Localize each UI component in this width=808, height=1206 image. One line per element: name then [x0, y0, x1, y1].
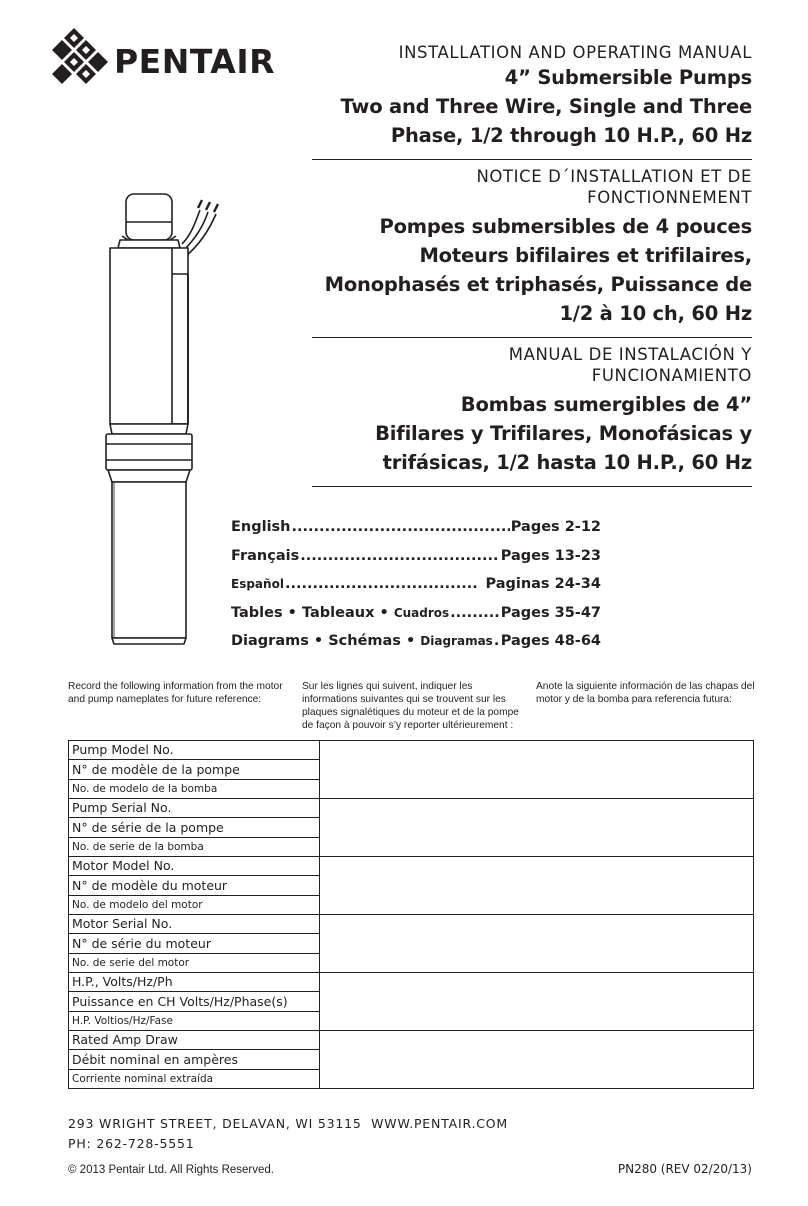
nameplate-label-fr: Puissance en CH Volts/Hz/Phase(s): [69, 991, 319, 1011]
toc-leader: [450, 605, 500, 621]
product-title-es-line-3: trifásicas, 1/2 hasta 10 H.P., 60 Hz: [382, 451, 752, 474]
toc-label-spanish: Diagramas: [420, 634, 493, 648]
nameplate-label-en: H.P., Volts/Hz/Ph: [72, 974, 173, 989]
product-title-en-line-3: Phase, 1/2 through 10 H.P., 60 Hz: [390, 124, 752, 147]
title-block: [312, 42, 752, 487]
nameplate-label-en: Rated Amp Draw: [72, 1032, 178, 1047]
product-title-fr-line-1: Pompes submersibles de 4 pouces: [379, 215, 752, 238]
nameplate-label-en: Pump Model No.: [72, 742, 174, 757]
nameplate-label-cell: [69, 799, 320, 857]
nameplate-label-fr: N° de modèle de la pompe: [69, 759, 319, 779]
nameplate-value-field[interactable]: [320, 741, 754, 799]
nameplate-label-es: Corriente nominal extraída: [69, 1069, 319, 1088]
part-number: PN280 (REV 02/20/13): [617, 1162, 752, 1176]
table-of-contents: [231, 519, 601, 662]
nameplate-value-field[interactable]: [320, 857, 754, 915]
nameplate-label-es: H.P. Voltios/Hz/Fase: [69, 1011, 319, 1030]
toc-entry-french: [231, 548, 601, 577]
nameplate-value-field[interactable]: [320, 915, 754, 973]
section-french: [312, 166, 752, 328]
nameplate-label-cell: [69, 741, 320, 799]
product-title-en-line-2: Two and Three Wire, Single and Three: [340, 95, 752, 118]
toc-entry-diagrams: [231, 633, 601, 662]
nameplate-value-field[interactable]: [320, 799, 754, 857]
toc-pages: Pages 48-64: [500, 633, 601, 649]
copyright: © 2013 Pentair Ltd. All Rights Reserved.: [68, 1164, 275, 1176]
toc-leader: [494, 633, 500, 649]
company-address-block: [68, 1114, 508, 1154]
toc-label-spanish: Cuadros: [393, 605, 450, 620]
nameplate-row: [69, 857, 754, 915]
product-title-fr-line-2: Moteurs bifilaires et trifilaires,: [419, 244, 752, 267]
toc-label: Español: [231, 577, 284, 591]
company-phone: PH: 262-728-5551: [68, 1136, 195, 1151]
nameplate-label-cell: [69, 1031, 320, 1089]
manual-heading-es-line-1: MANUAL DE INSTALACIÓN Y: [508, 345, 752, 364]
nameplate-label-cell: [69, 857, 320, 915]
toc-entry-english: [231, 519, 601, 548]
nameplate-label-es: No. de modelo de la bomba: [69, 779, 319, 798]
nameplate-label-es: No. de serie de la bomba: [69, 837, 319, 856]
pentair-wordmark: PENTAIR: [114, 42, 276, 81]
nameplate-label-es: No. de serie del motor: [69, 953, 319, 972]
toc-label: Français: [231, 547, 300, 564]
nameplate-row: [69, 799, 754, 857]
nameplate-label-fr: Débit nominal en ampères: [69, 1049, 319, 1069]
nameplate-row: [69, 741, 754, 799]
toc-entry-tables: [231, 605, 601, 634]
pentair-logo: [52, 26, 320, 90]
nameplate-row: [69, 915, 754, 973]
product-title-en-line-1: 4” Submersible Pumps: [504, 66, 752, 89]
divider: [312, 486, 752, 487]
submersible-pump-illustration: [96, 182, 236, 652]
product-title-fr-line-4: 1/2 à 10 ch, 60 Hz: [559, 302, 752, 325]
note-english: Record the following information from the motor and pump nameplates for future reference:: [68, 681, 283, 705]
section-english: [312, 42, 752, 150]
nameplate-label-fr: N° de série de la pompe: [69, 817, 319, 837]
product-title-es-line-1: Bombas sumergibles de 4”: [460, 393, 752, 416]
nameplate-row: [69, 973, 754, 1031]
nameplate-label-en: Motor Model No.: [72, 858, 175, 873]
toc-label: Diagrams • Schémas •: [231, 633, 421, 649]
nameplate-row: [69, 1031, 754, 1089]
nameplate-record-table: [68, 740, 754, 1089]
product-title-es-line-2: Bifilares y Trifilares, Monofásicas y: [375, 422, 752, 445]
nameplate-label-es: No. de modelo del motor: [69, 895, 319, 914]
toc-leader: [292, 519, 510, 535]
product-title-fr-line-3: Monophasés et triphasés, Puissance de: [324, 273, 752, 296]
note-spanish: Anote la siguiente información de las chapas del motor y de la bomba para referencia futura:: [536, 681, 755, 705]
manual-heading-es-line-2: FUNCIONAMIENTO: [591, 366, 752, 385]
toc-pages: Paginas 24-34: [480, 576, 601, 592]
manual-heading-fr-line-2: FONCTIONNEMENT: [587, 188, 752, 207]
nameplate-label-fr: N° de modèle du moteur: [69, 875, 319, 895]
nameplate-value-field[interactable]: [320, 1031, 754, 1089]
toc-leader: [285, 576, 479, 592]
toc-label: English: [231, 519, 291, 535]
company-address: 293 WRIGHT STREET, DELAVAN, WI 53115 WWW.PENTAIR.COM: [68, 1116, 509, 1131]
nameplate-label-cell: [69, 915, 320, 973]
nameplate-value-field[interactable]: [320, 973, 754, 1031]
pentair-logo-mark-icon: [52, 26, 112, 90]
section-spanish: [312, 344, 752, 477]
toc-entry-spanish: [231, 576, 601, 605]
toc-pages: Pages 35-47: [500, 604, 601, 621]
note-french: Sur les lignes qui suivent, indiquer les informations suivantes qui se trouvent sur les plaques signalétiques du moteur et de la pompe de façon à pouvoir s’y reporter ultérieurement :: [302, 681, 519, 731]
toc-leader: [300, 548, 499, 564]
nameplate-label-en: Pump Serial No.: [72, 800, 172, 815]
nameplate-label-fr: N° de série du moteur: [69, 933, 319, 953]
toc-label: Tables • Tableaux •: [231, 604, 394, 621]
nameplate-label-en: Motor Serial No.: [72, 916, 173, 931]
toc-pages: Pages 2-12: [510, 519, 601, 535]
manual-heading-en: INSTALLATION AND OPERATING MANUAL: [398, 43, 752, 62]
toc-pages: Pages 13-23: [500, 547, 601, 564]
manual-heading-fr-line-1: NOTICE D´INSTALLATION ET DE: [476, 167, 752, 186]
nameplate-label-cell: [69, 973, 320, 1031]
